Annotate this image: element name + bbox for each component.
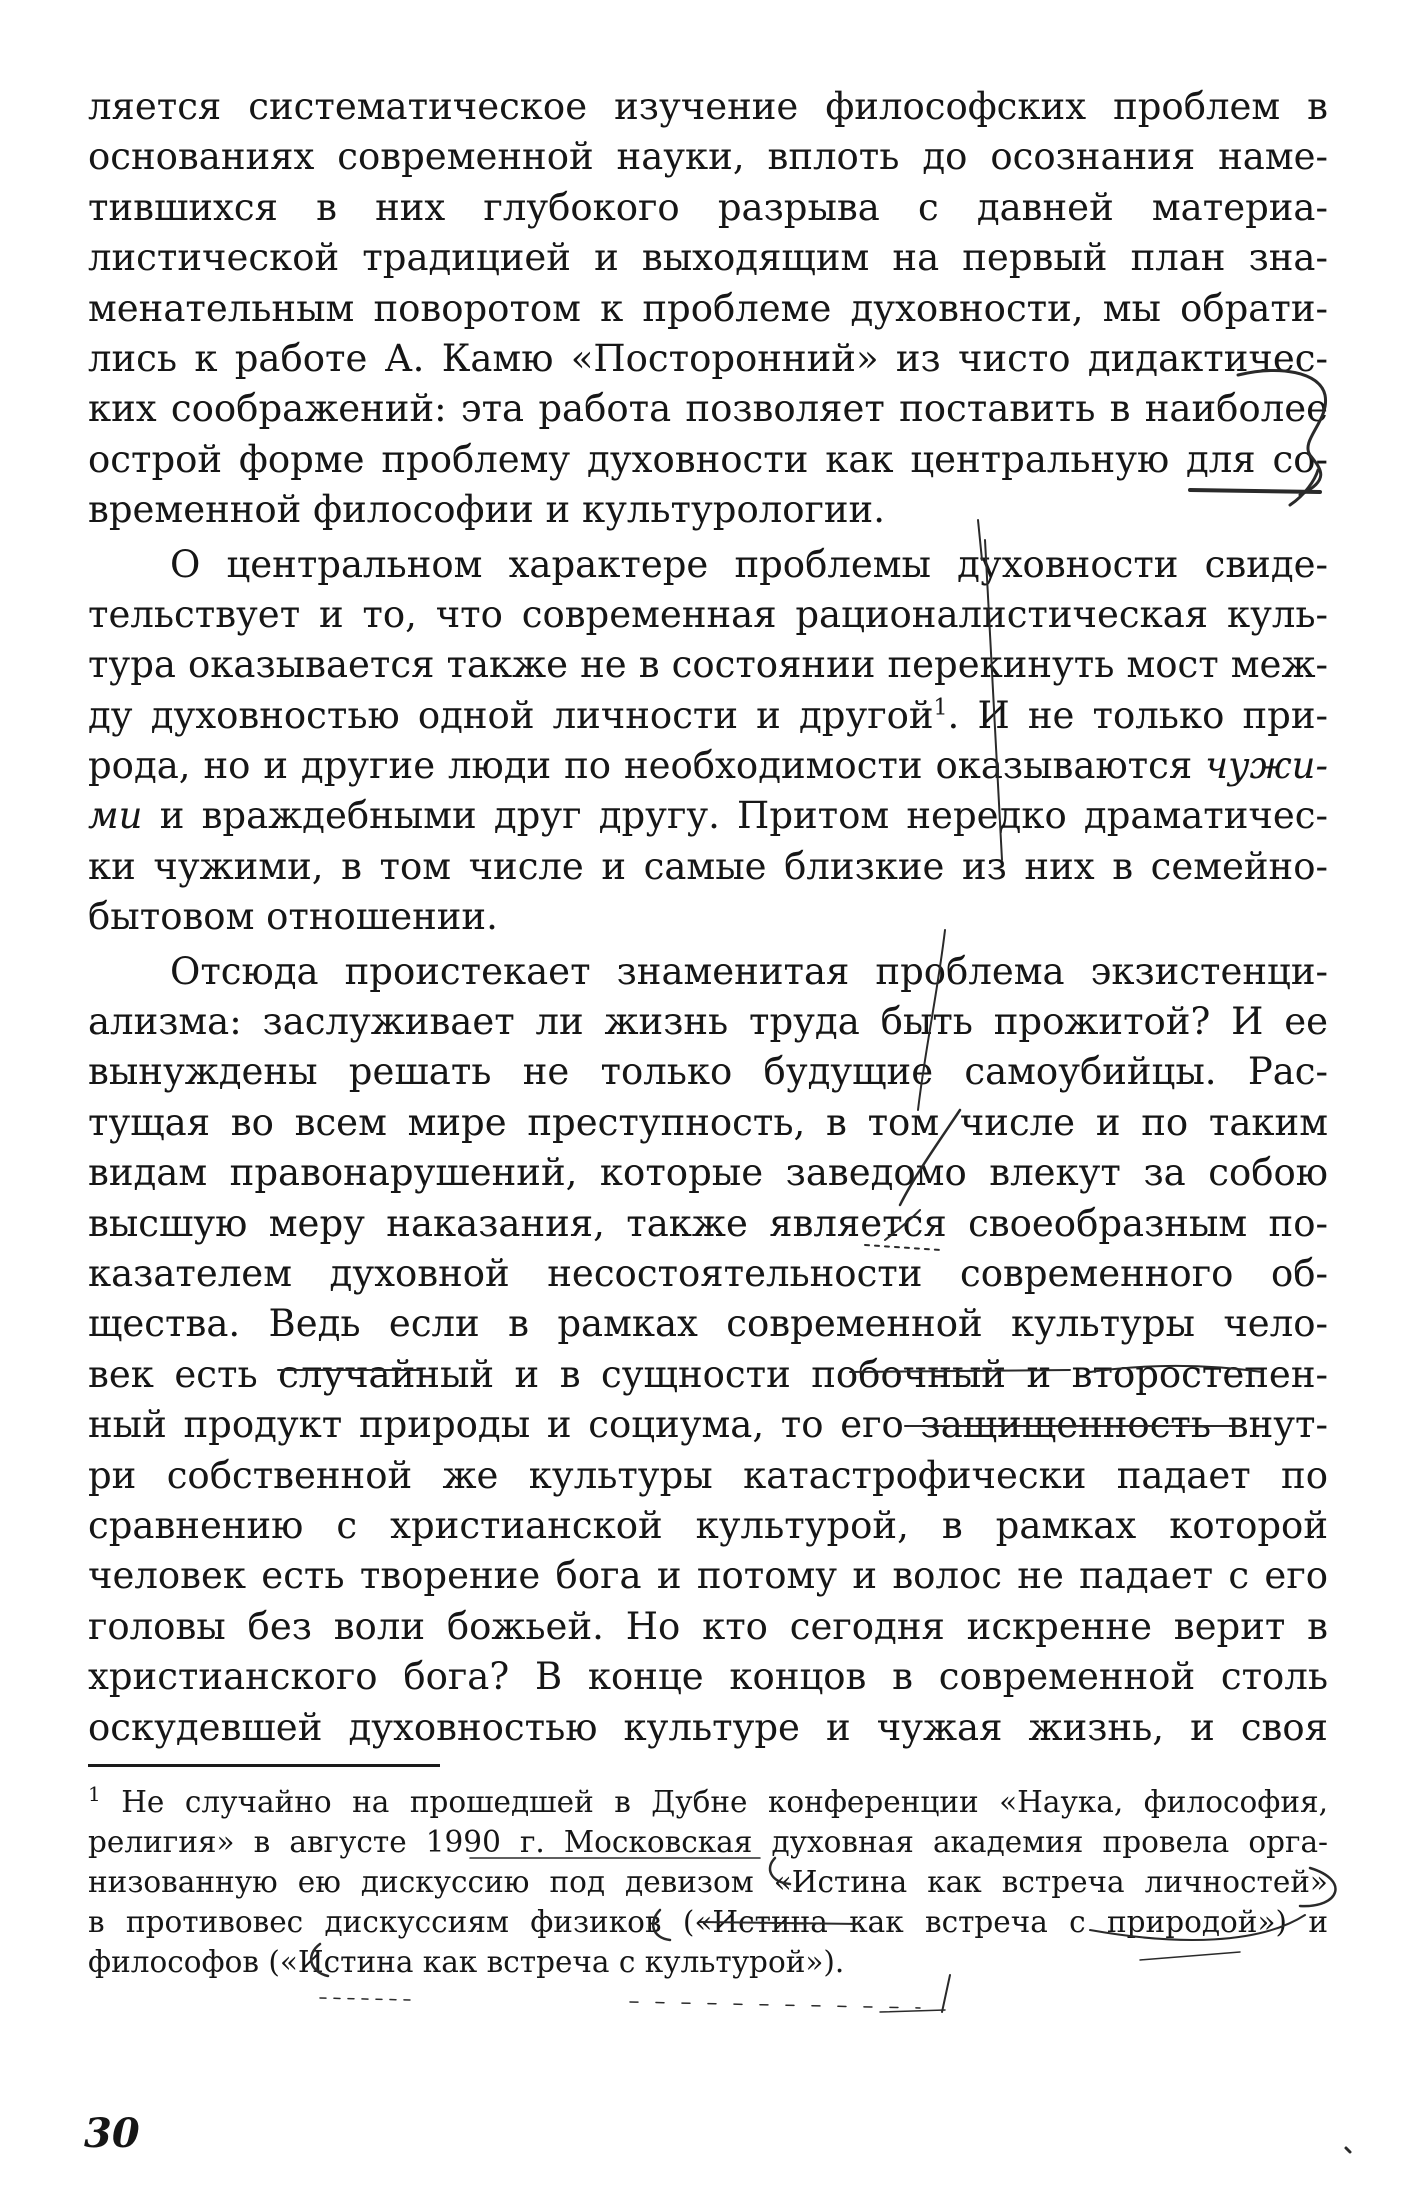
italic-word: ми [88,794,143,838]
italic-word: чужи- [1205,744,1328,788]
text-line: христианского бога? В конце концов в современной столь [88,1655,1328,1699]
text-line: ализма: заслуживает ли жизнь труда быть прожитой? И ее [88,1000,1328,1044]
text-line: лись к работе А. Камю «Посторонний» из чисто дидактичес- [88,336,1328,380]
text-line: бытовом отношении. [88,895,498,939]
pen-dashes [320,1998,410,2000]
footnote-divider [88,1764,440,1767]
text-line: ри собственной же культуры катастрофически падает по [88,1453,1328,1497]
text-line: головы без воли божьей. Но кто сегодня искренне верит в [88,1604,1328,1648]
paragraph-start-line: О центральном характере проблемы духовности свиде- [170,542,1328,586]
text-line [88,741,1328,791]
text-line: высшую меру наказания, также является своеобразным по- [88,1201,1328,1245]
text-line: острой форме проблему духовности как центральную для со- [88,437,1328,481]
text-line: оскудевшей духовностью культуре и чужая жизнь, и своя [88,1705,1328,1749]
page-number: 30 [84,2110,140,2157]
text-line: человек есть творение бога и потому и волос не падает с его [88,1554,1328,1598]
text-line: тущая во всем мире преступность, в том числе и по таким [88,1100,1328,1144]
text-line: ких соображений: эта работа позволяет поставить в наиболее [88,387,1328,431]
text-line: листической традицией и выходящим на первый план зна- [88,236,1328,280]
text-line: вынуждены решать не только будущие самоубийцы. Рас- [88,1050,1328,1094]
text-line: казателем духовной несостоятельности современного об- [88,1251,1328,1295]
footnote-text: Не случайно на прошедшей в Дубне конференции «Наука, философия, [121,1785,1328,1819]
text-segment: и враждебными друг другу. Притом нередко драматичес- [142,794,1328,838]
text-line: тура оказывается также не в состоянии перекинуть мост меж- [88,643,1328,687]
text-line: основаниях современной науки, вплоть до осознания наме- [88,135,1328,179]
footnote [88,1782,1328,1982]
text-line: ляется систематическое изучение философских проблем в [88,85,1328,128]
pen-dashes [630,2002,920,2008]
paragraph-start-line: Отсюда проистекает знаменитая проблема экзистенци- [170,949,1328,993]
footnote-number: 1 [88,1782,101,1807]
text-line: сравнению с христианской культурой, в рамках которой [88,1503,1328,1547]
footnote-line: в противовес дискуссиям физиков («Истина как встреча с природой») и [88,1905,1328,1939]
text-line: щества. Ведь если в рамках современной культуры чело- [88,1302,1328,1346]
footnote-line: низованную ею дискуссию под девизом «Истина как встреча личностей» [88,1865,1328,1899]
footnote-line [88,1782,1328,1822]
text-line: менательным поворотом к проблеме духовности, мы обрати- [88,286,1328,330]
text-line: тившихся в них глубокого разрыва с давней материа- [88,185,1328,229]
text-segment: ду духовностью одной личности и другой [88,693,934,737]
pen-dot [1346,2148,1350,2152]
footnote-reference[interactable]: 1 [933,695,948,721]
text-line: ный продукт природы и социума, то его защищенность внут- [88,1403,1328,1447]
text-line: ки чужими, в том числе и самые близкие из них в семейно- [88,844,1328,888]
main-text [88,82,1328,1753]
pen-dashes [880,2010,945,2012]
text-line [88,791,1328,841]
text-segment: рода, но и другие люди по необходимости оказываются [88,744,1206,788]
text-line: видам правонарушений, которые заведомо влекут за собою [88,1151,1328,1195]
text-line: тельствует и то, что современная рационалистическая куль- [88,592,1328,636]
text-line: временной философии и культурологии. [88,488,885,532]
text-line-with-footnote-ref [88,691,1328,741]
footnote-line: религия» в августе 1990 г. Московская духовная академия провела орга- [88,1825,1328,1859]
text-line: век есть случайный и в сущности побочный и второстепен- [88,1352,1328,1396]
footnote-line: философов («Истина как встреча с культурой»). [88,1945,845,1979]
text-segment: . И не только при- [947,693,1328,737]
